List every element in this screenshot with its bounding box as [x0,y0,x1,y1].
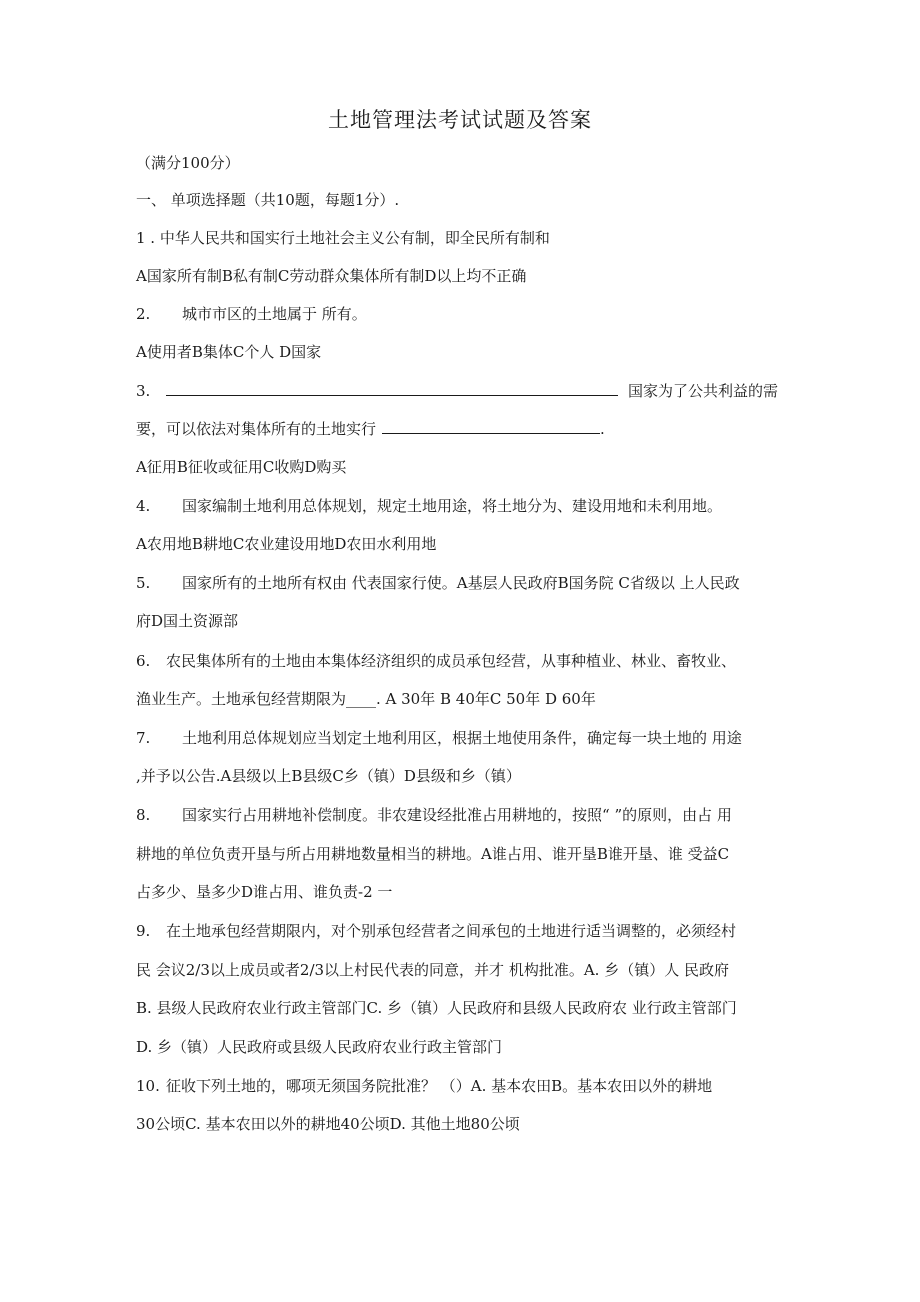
question-3-line-1 [136,380,796,402]
question-3-line-2 [136,418,796,440]
question-3-number: 3. [136,382,151,400]
question-4-options: A农用地B耕地C农业建设用地D农田水利用地 [136,535,437,553]
question-6-text-b: 渔业生产。土地承包经营期限为____. A 30年 B 40年C 50年 D 60年 [136,690,596,708]
question-6-text-a: 农民集体所有的土地由本集体经济组织的成员承包经营，从事种植业、林业、畜牧业、 [166,652,737,670]
question-1-options: A国家所有制B私有制C劳动群众集体所有制D以上均不正确 [136,267,527,285]
question-9 [136,920,796,942]
question-7-text-b: ,并予以公告.A县级以上B县级C乡（镇）D县级和乡（镇） [136,767,521,785]
question-9-text-c: B. 县级人民政府农业行政主管部门C. 乡（镇）人民政府和县级人民政府农 业行政主管部门 [136,999,737,1017]
question-8-text-b: 耕地的单位负责开垦与所占用耕地数量相当的耕地。A谁占用、谁开垦B谁开垦、谁 受益C [136,845,730,863]
question-4-text: 国家编制土地利用总体规划，规定土地用途，将土地分为、建设用地和未利用地。 [182,497,723,515]
question-8-text-a: 国家实行占用耕地补偿制度。非农建设经批准占用耕地的，按照“ ”的原则，由占 用 [182,806,732,824]
question-4-number: 4. [136,497,151,515]
question-8-text-c: 占多少、垦多少D谁占用、谁负责-2 一 [136,883,393,901]
question-8 [136,804,796,826]
question-3-text-b: 要，可以依法对集体所有的土地实行 [136,420,377,438]
question-2-text: 城市市区的土地属于 所有。 [182,305,367,323]
question-6 [136,650,796,672]
score-note: （满分100分） [136,154,240,172]
question-9-number: 9. [136,922,151,940]
question-4 [136,495,796,517]
question-6-number: 6. [136,652,151,670]
question-7 [136,727,796,749]
answer-blank [166,380,618,396]
question-10 [136,1075,796,1097]
section-heading: 一、 单项选择题（共10题，每题1分）. [136,191,400,209]
question-5-number: 5. [136,574,151,592]
answer-blank [382,418,600,434]
question-10-number: 10. [136,1077,160,1095]
question-5-text-b: 府D国土资源部 [136,612,239,630]
document-title: 土地管理法考试试题及答案 [328,108,592,132]
question-3-text-b-end: . [600,420,605,438]
question-3-options: A征用B征收或征用C收购D购买 [136,458,347,476]
question-7-text-a: 土地利用总体规划应当划定土地利用区，根据土地使用条件，确定每一块土地的 用途 [182,729,742,747]
question-9-text-a: 在土地承包经营期限内，对个别承包经营者之间承包的土地进行适当调整的，必须经村 [166,922,737,940]
question-3-text-a: 国家为了公共利益的需 [628,382,779,400]
question-5 [136,572,796,594]
question-1-text: 1 . 中华人民共和国实行土地社会主义公有制，即全民所有制和 [136,229,550,247]
question-8-number: 8. [136,806,151,824]
question-10-text-b: 30公顷C. 基本农田以外的耕地40公顷D. 其他土地80公顷 [136,1115,520,1133]
question-2-options: A使用者B集体C个人 D国家 [136,343,322,361]
question-9-text-d: D. 乡（镇）人民政府或县级人民政府农业行政主管部门 [136,1038,503,1056]
question-10-text-a: 征收下列土地的，哪项无须国务院批准？ （）A. 基本农田B。基本农田以外的耕地 [166,1077,713,1095]
question-7-number: 7. [136,729,151,747]
question-2-number: 2. [136,305,151,323]
question-2 [136,303,796,325]
question-9-text-b: 民 会议2/3以上成员或者2/3以上村民代表的同意，并才 机构批准。A. 乡（镇）人 民政府 [136,961,729,979]
question-5-text-a: 国家所有的土地所有权由 代表国家行使。A基层人民政府B国务院 C省级以 上人民政 [182,574,740,592]
